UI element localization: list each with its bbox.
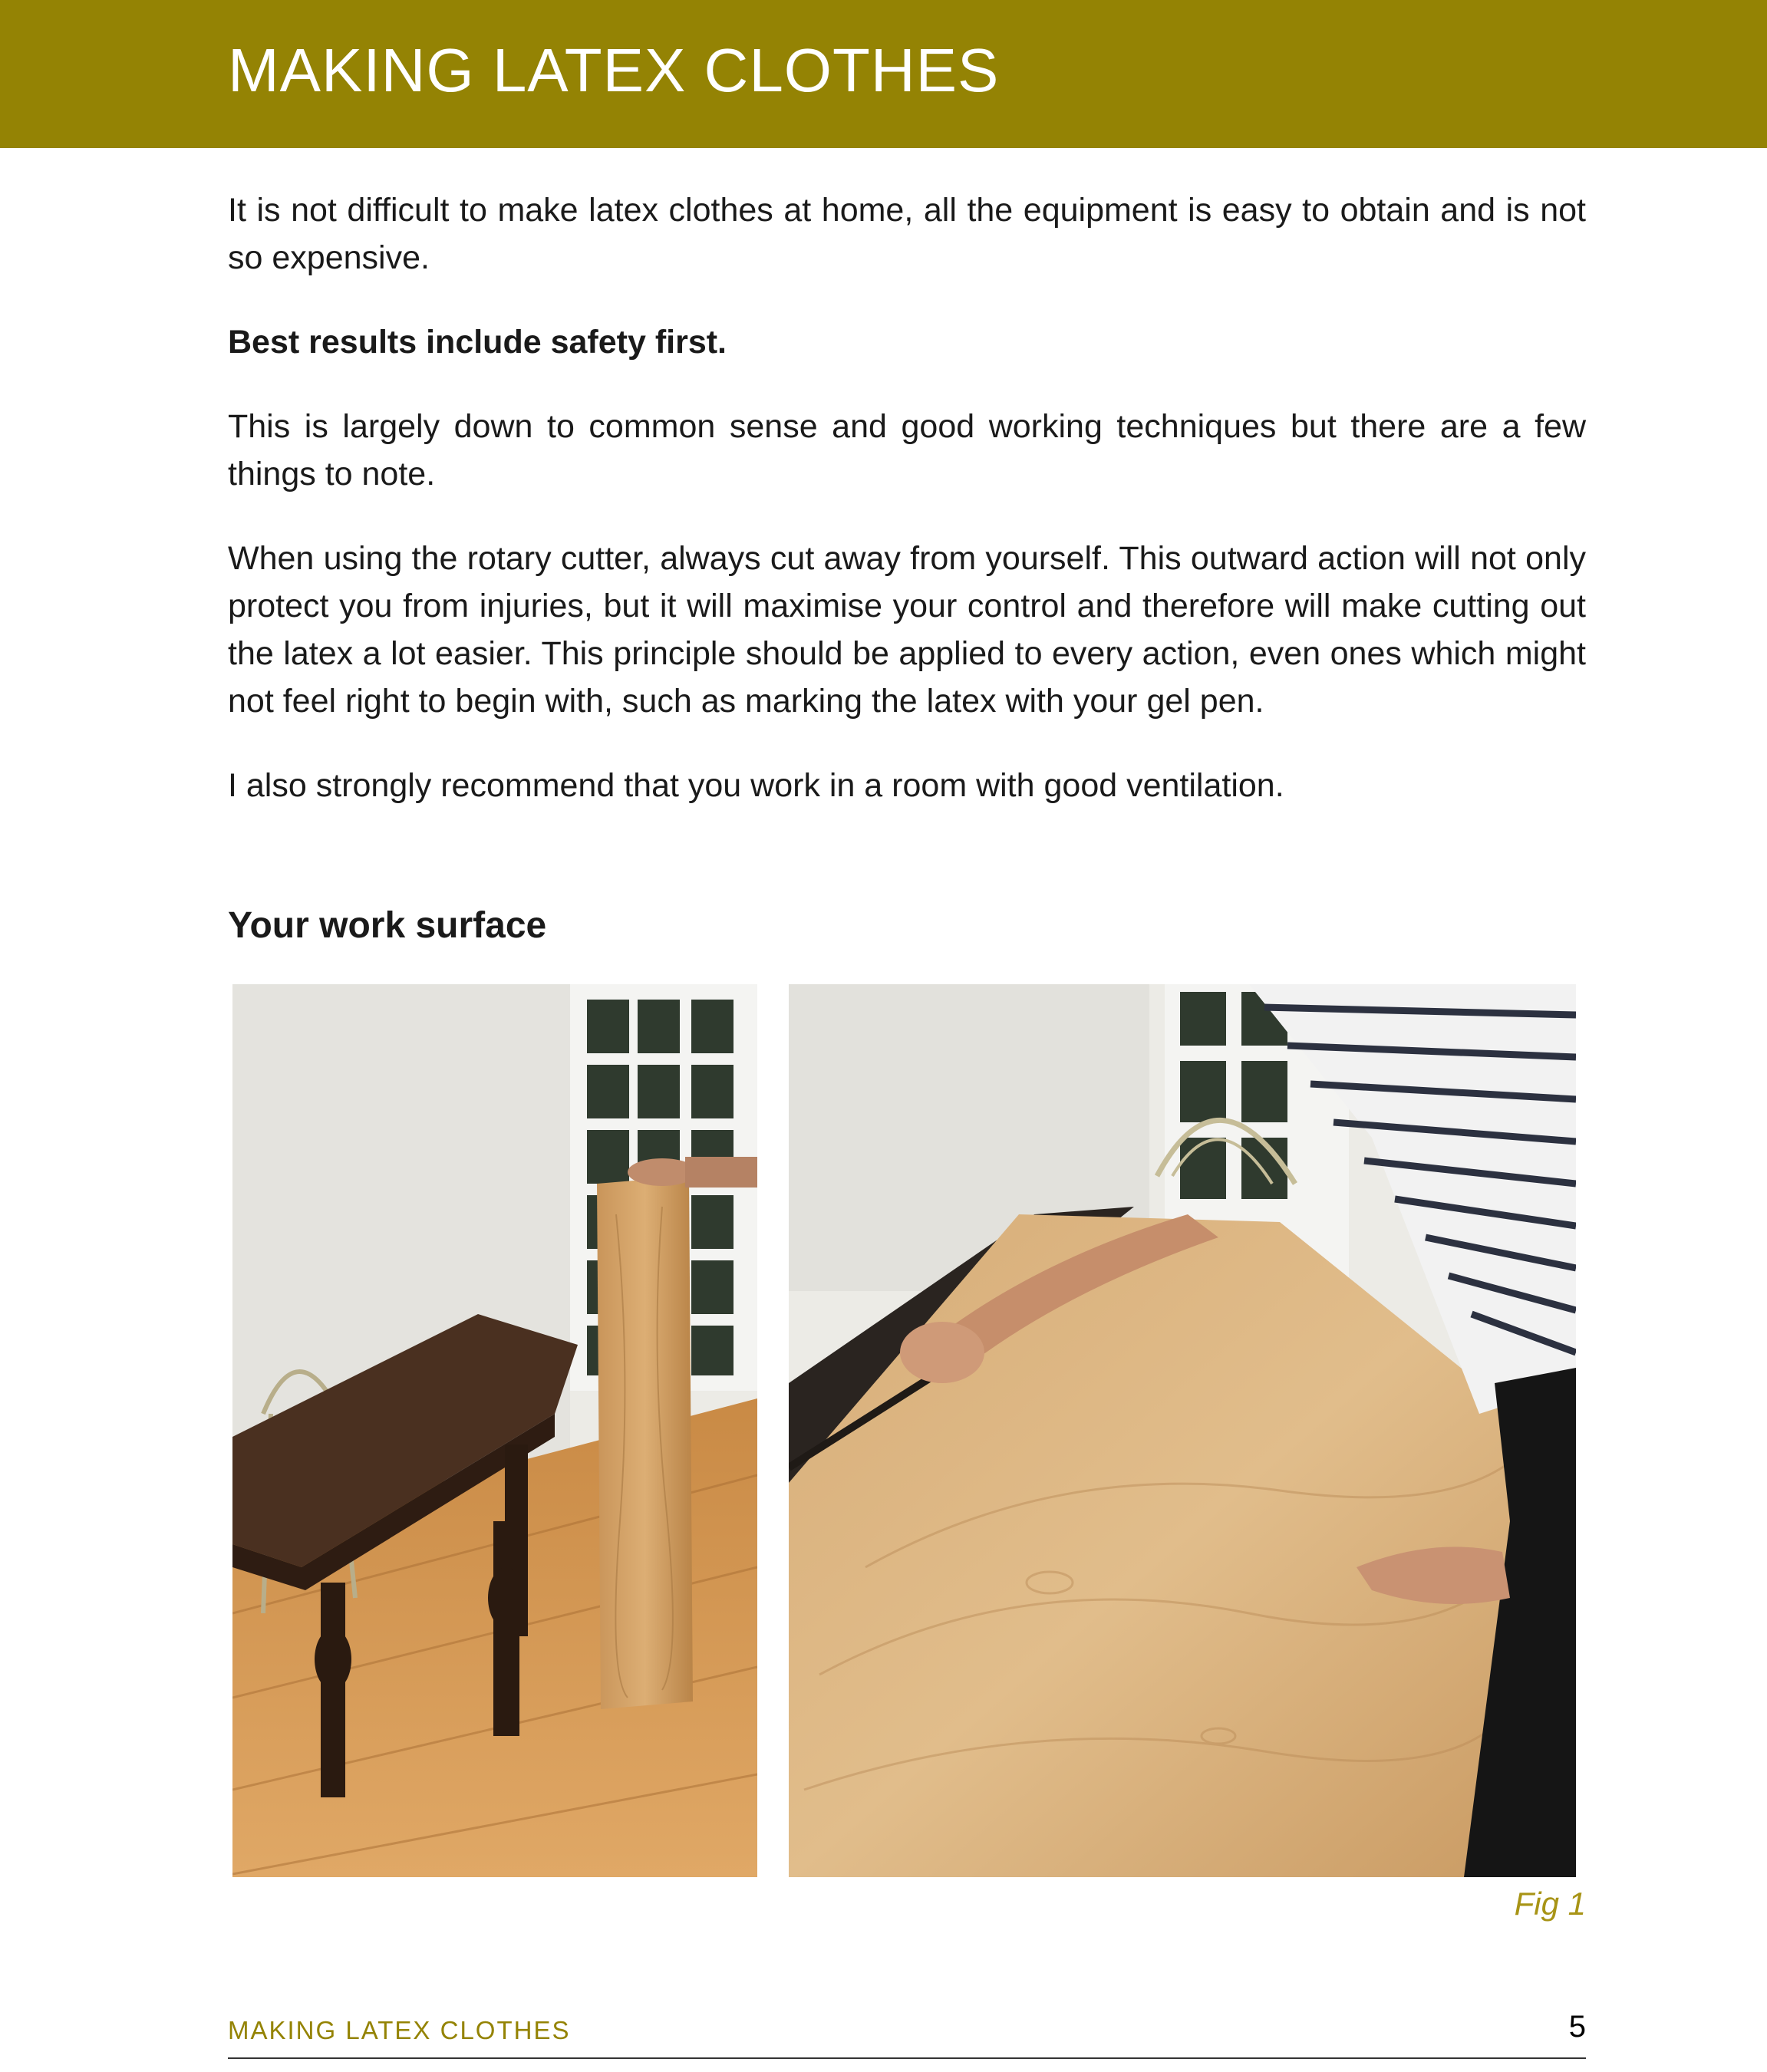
body-text [228, 186, 1586, 846]
figure-caption: Fig 1 [1514, 1886, 1586, 1922]
footer-rule [228, 2057, 1586, 2059]
page-number: 5 [1568, 2010, 1586, 2044]
intro-paragraph: It is not difficult to make latex clothes at home, all the equipment is easy to obtain and is not so expensive. [228, 192, 1586, 276]
section-heading: Your work surface [228, 905, 547, 946]
page-title: MAKING LATEX CLOTHES [228, 36, 1000, 104]
photo-table-with-board [232, 984, 757, 1877]
common-sense-paragraph: This is largely down to common sense and good working techniques but there are a few things to note. [228, 408, 1586, 492]
safety-statement: Best results include safety first. [228, 324, 727, 361]
footer-title: MAKING LATEX CLOTHES [228, 2016, 571, 2044]
ventilation-paragraph: I also strongly recommend that you work in a room with good ventilation. [228, 767, 1284, 804]
rotary-cutter-paragraph: When using the rotary cutter, always cut away from yourself. This outward action will not only protect you from injuries, but it will maximise your control and therefore will make cutting out the latex a lot easier. This principle should be applied to every action, even ones which might not feel right to begin with, such as marking the latex with your gel pen. [228, 540, 1586, 720]
photo-placing-board [789, 984, 1576, 1877]
